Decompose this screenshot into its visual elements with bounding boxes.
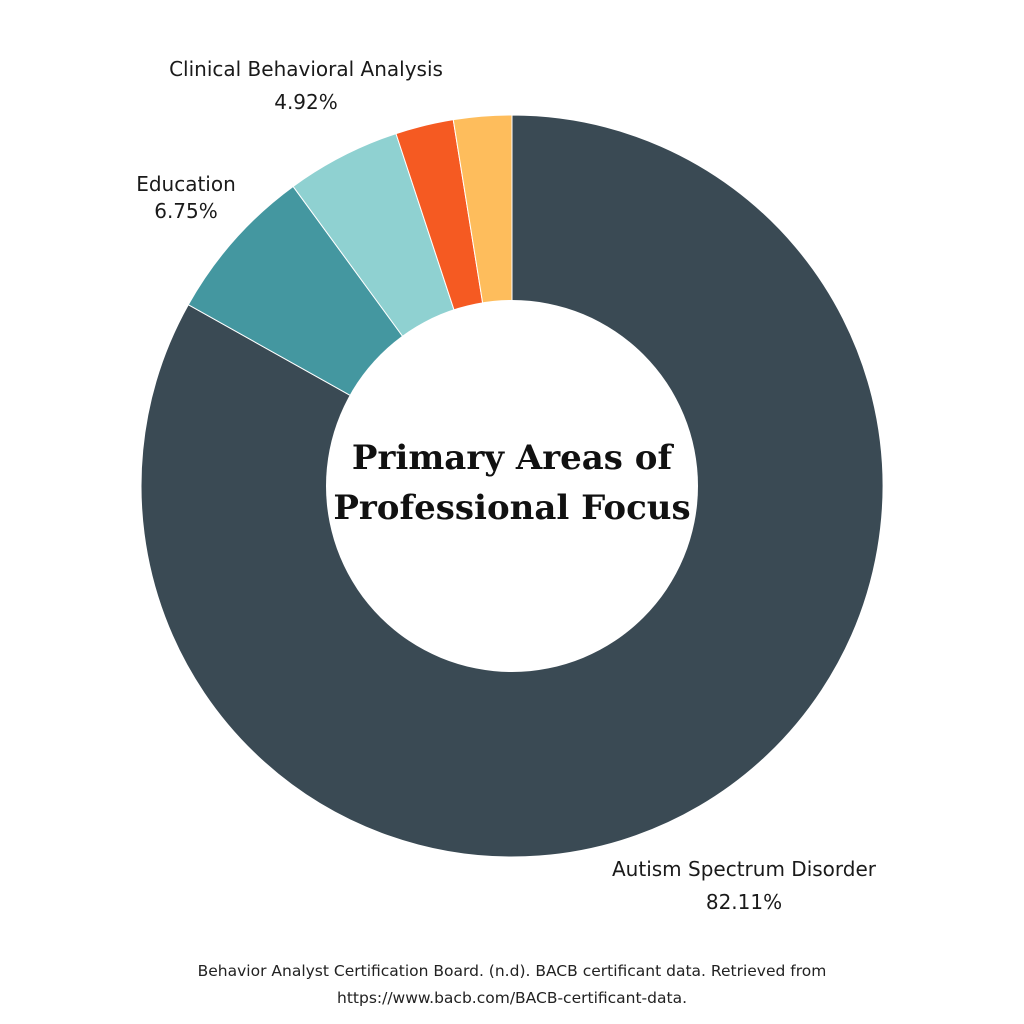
source-citation-line-1: Behavior Analyst Certification Board. (n.d). BACB certificant data. Retrieved from xyxy=(197,962,827,980)
source-citation-line-2: https://www.bacb.com/BACB-certificant-data. xyxy=(337,989,687,1007)
slice-label-autism: Autism Spectrum Disorder xyxy=(612,857,876,881)
donut-hole xyxy=(326,300,698,672)
slice-value-autism: 82.11% xyxy=(705,890,783,914)
slice-label-clinical: Clinical Behavioral Analysis xyxy=(169,57,443,81)
slice-label-education: Education xyxy=(136,172,236,196)
chart-title-line-1: Primary Areas of xyxy=(351,438,673,478)
chart-title-line-2: Professional Focus xyxy=(333,488,691,528)
slice-value-education: 6.75% xyxy=(154,199,218,223)
slice-value-clinical: 4.92% xyxy=(274,90,338,114)
